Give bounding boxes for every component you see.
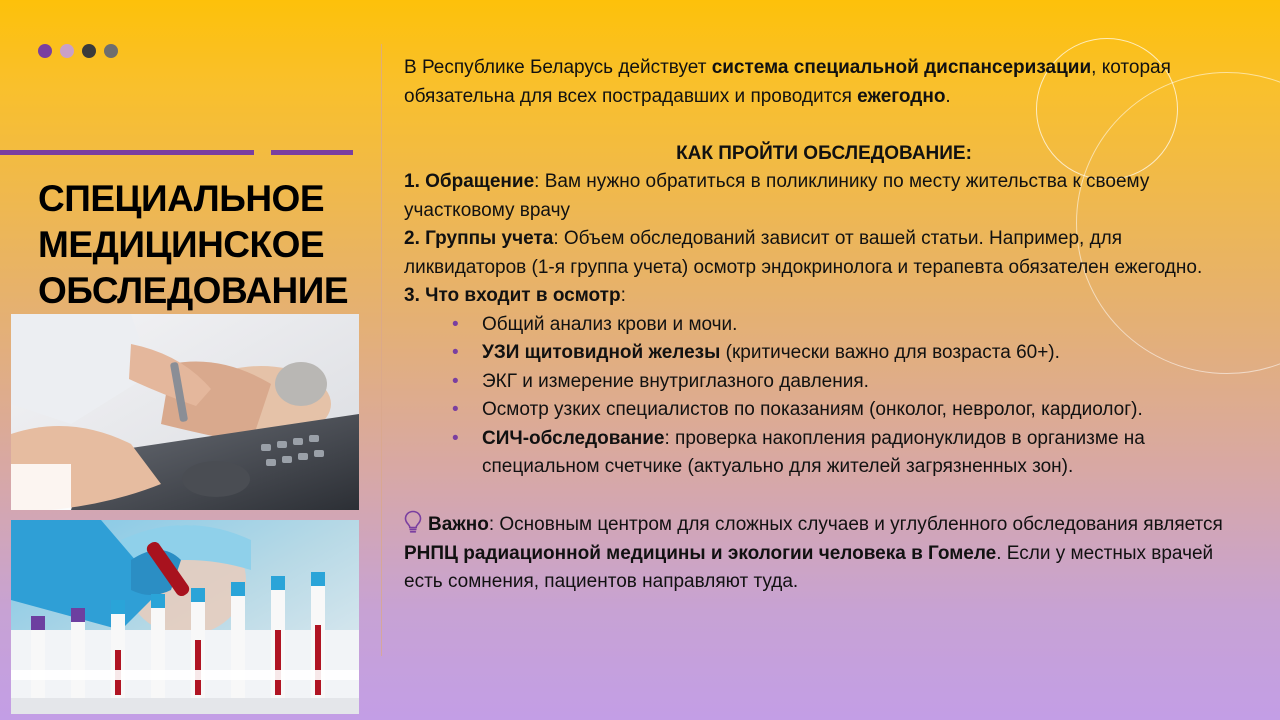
accent-bar-right: [271, 150, 353, 155]
exam-list: [404, 311, 1244, 482]
step-3: [404, 282, 1244, 311]
decorative-dots: [38, 44, 118, 58]
step-3-label: 3. Что входит в осмотр: [404, 285, 621, 306]
important-text-1: : Основным центром для сложных случаев и углубленного обследования является: [488, 514, 1223, 535]
dot-4: [104, 44, 118, 58]
dot-2: [60, 44, 74, 58]
content-column: [404, 54, 1244, 597]
dot-3: [82, 44, 96, 58]
section-heading: КАК ПРОЙТИ ОБСЛЕДОВАНИЕ:: [676, 142, 972, 164]
step-2: [404, 225, 1244, 282]
list-item-text: Общий анализ крови и мочи.: [482, 313, 738, 335]
intro-bold-2: ежегодно: [857, 85, 946, 107]
list-item: [482, 425, 1244, 482]
list-item-bold: СИЧ-обследование: [482, 427, 665, 449]
important-center-name: РНПЦ радиационной медицины и экологии человека в Гомеле: [404, 542, 997, 564]
ultrasound-exam-photo: [11, 314, 359, 510]
column-divider: [381, 44, 382, 656]
list-item-text: (критически важно для возраста 60+).: [720, 342, 1060, 363]
title-line-3: ОБСЛЕДОВАНИЕ: [38, 270, 349, 311]
step-1-label: 1. Обращение: [404, 171, 535, 192]
list-item-text: Осмотр узких специалистов по показаниям (онколог, невролог, кардиолог).: [482, 399, 1143, 420]
step-2-label: 2. Группы учета: [404, 228, 554, 249]
list-item: [482, 311, 1244, 340]
important-note: [404, 510, 1244, 597]
list-item-text: ЭКГ и измерение внутриглазного давления.: [482, 370, 869, 392]
title-line-2: МЕДИЦИНСКОЕ: [38, 224, 325, 265]
accent-bar-left: [0, 150, 254, 155]
list-item: [482, 396, 1244, 425]
list-item: [482, 368, 1244, 397]
intro-bold-1: система специальной диспансеризации: [711, 57, 1092, 78]
lab-test-tubes-photo: [11, 520, 359, 714]
title-line-1: СПЕЦИАЛЬНОЕ: [38, 178, 325, 219]
slide-title: [38, 176, 368, 314]
intro-text-1: В Республике Беларусь действует: [404, 57, 712, 78]
important-label: Важно: [428, 514, 489, 535]
step-3-text: :: [620, 285, 626, 306]
list-item: [482, 339, 1244, 368]
list-item-bold: УЗИ щитовидной железы: [482, 342, 721, 363]
intro-text-2: , которая обязательна для всех пострадавших и проводится: [404, 57, 1171, 107]
step-1: [404, 168, 1244, 225]
important-text-2: . Если у местных врачей есть сомнения, пациентов направляют туда.: [404, 542, 1214, 592]
list-item-text: : проверка накопления радионуклидов в организме на специальном счетчике (актуально для жителей загрязненных зон).: [482, 427, 1145, 477]
dot-1: [38, 44, 52, 58]
intro-paragraph: [404, 54, 1244, 111]
lightbulb-icon: [404, 510, 422, 534]
intro-text-3: .: [945, 85, 951, 107]
step-1-text: : Вам нужно обратиться в поликлинику по месту жительства к своему участковому врачу: [404, 171, 1150, 221]
step-2-text: : Объем обследований зависит от вашей статьи. Например, для ликвидаторов (1-я группа учета) осмотр эндокринолога и терапевта обязателен ежегодно.: [404, 228, 1203, 278]
